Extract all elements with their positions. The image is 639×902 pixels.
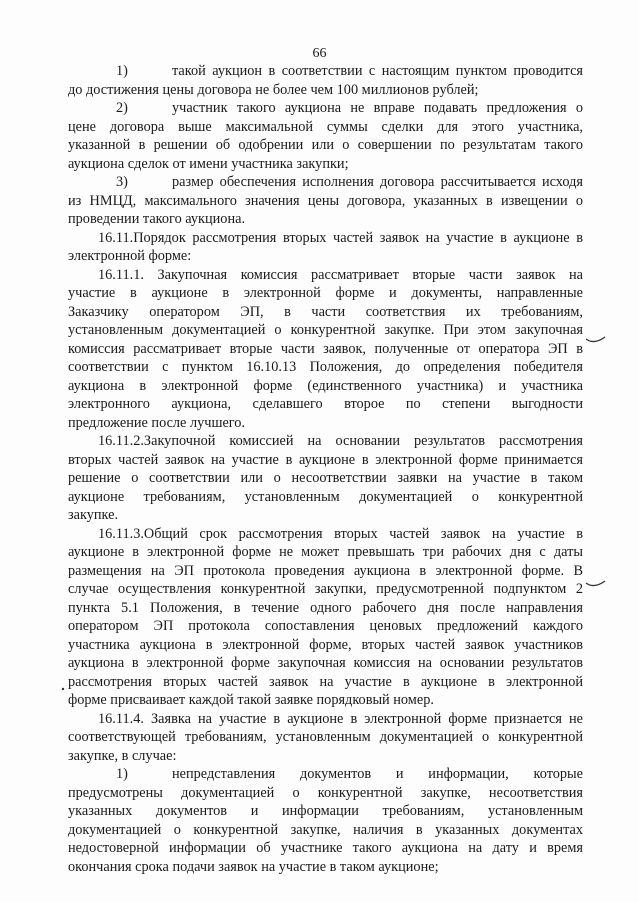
- margin-scan-mark: [584, 578, 608, 592]
- clause-16-11-1-line: комиссия рассматривает вторые части заявок, полученные от оператора ЭП в: [68, 340, 583, 357]
- clause-16-11-3-line: рассмотрения вторых частей заявок на участие в аукционе в электронной: [68, 673, 583, 690]
- section-16-11-line: электронной форме:: [68, 248, 192, 264]
- sub-item-1-number: 1): [116, 766, 128, 782]
- clause-16-11-1-line: 16.11.1. Закупочная комиссия рассматривает вторые части заявок на: [98, 266, 583, 283]
- margin-scan-dot: [60, 686, 66, 692]
- clause-16-11-2-line: 16.11.2.Закупочной комиссией на основании результатов рассмотрения: [98, 433, 583, 449]
- item-2-number: 2): [116, 100, 128, 116]
- page-number: 66: [312, 46, 327, 61]
- item-2-text: участник такого аукциона не вправе подавать предложения о: [172, 100, 583, 116]
- clause-16-11-3-line: аукционе в электронной форме не может превышать три рабочих дня с даты: [68, 544, 583, 560]
- clause-16-11-3-line: пункта 5.1 Положения, в течение одного рабочего дня после направления: [68, 599, 583, 616]
- item-1-line: до достижения цены договора не более чем 100 миллионов рублей;: [68, 81, 479, 98]
- clause-16-11-2-line: аукционе требованиям, установленным документацией о конкурентной: [68, 488, 583, 505]
- clause-16-11-2-line: закупке.: [68, 507, 119, 523]
- clause-16-11-1-line: соответствии с пунктом 16.10.13 Положения, до определения победителя: [68, 359, 583, 375]
- item-3-number: 3): [116, 174, 128, 190]
- item-1-number: 1): [116, 63, 128, 79]
- item-2-line: цене договора выше максимальной суммы сделки для этого участника,: [68, 118, 583, 135]
- item-2-line: [68, 99, 583, 118]
- sub-item-1-line: [68, 765, 583, 784]
- item-3-line: из НМЦД, максимального значения цены договора, указанных в извещении о: [68, 192, 583, 209]
- item-1-text: такой аукцион в соответствии с настоящим пунктом проводится: [172, 63, 583, 79]
- item-2-line: аукциона сделок от имени участника закупки;: [68, 155, 349, 172]
- sub-item-1-line: окончания срока подачи заявок на участие в таком аукционе;: [68, 858, 439, 875]
- clause-16-11-3-line: случае осуществления конкурентной закупки, предусмотренной подпунктом 2: [68, 581, 583, 597]
- clause-16-11-3-line: оператором ЭП протокола сопоставления ценовых предложений каждого: [68, 618, 583, 634]
- clause-16-11-3-line: размещения на ЭП протокола проведения аукциона в электронной форме. В: [68, 562, 583, 579]
- clause-16-11-4-line: 16.11.4. Заявка на участие в аукционе в электронной форме признается не: [98, 710, 583, 727]
- sub-item-1-text: непредставления документов и информации, которые: [172, 766, 583, 782]
- clause-16-11-3-line: 16.11.3.Общий срок рассмотрения вторых частей заявок на участие в: [98, 525, 583, 542]
- clause-16-11-3-line: форме присваивает каждой такой заявке порядковый номер.: [68, 692, 434, 708]
- item-3-line: проведении такого аукциона.: [68, 211, 246, 227]
- item-1-line: [68, 62, 583, 81]
- section-16-11-line: 16.11.Порядок рассмотрения вторых частей заявок на участие в аукционе в: [98, 229, 583, 246]
- sub-item-1-line: предусмотрены документацией о конкурентной закупке, несоответствия: [68, 784, 583, 801]
- clause-16-11-2-line: вторых частей заявок на участие в аукционе в электронной форме принимается: [68, 451, 583, 468]
- margin-scan-mark: [584, 334, 608, 348]
- clause-16-11-4-line: закупке, в случае:: [68, 747, 177, 764]
- sub-item-1-line: недостоверной информации об участнике такого аукциона на дату и время: [68, 840, 583, 856]
- sub-item-1-line: указанных документов и информации требованиям, установленным: [68, 803, 583, 819]
- clause-16-11-3-line: участника аукциона в электронной форме, вторых частей заявок участников: [68, 636, 583, 653]
- clause-16-11-1-line: установленным документацией о конкурентной закупке. При этом закупочная: [68, 322, 583, 338]
- clause-16-11-1-line: электронного аукциона, сделавшего второе по степени выгодности: [68, 396, 583, 412]
- document-body: [68, 62, 583, 876]
- clause-16-11-1-line: участие в аукционе в электронной форме и документы, направленные: [68, 285, 583, 301]
- sub-item-1-line: документацией о конкурентной закупке, наличия в указанных документах: [68, 821, 583, 838]
- clause-16-11-2-line: решение о соответствии или о несоответствии заявки на участие в таком: [68, 470, 583, 486]
- clause-16-11-3-line: аукциона в электронной форме закупочная комиссия на основании результатов: [68, 655, 583, 671]
- clause-16-11-1-line: аукциона в электронной форме (единственного участника) и участника: [68, 377, 583, 394]
- clause-16-11-1-line: предложение после лучшего.: [68, 414, 246, 431]
- clause-16-11-4-line: соответствующей требованиям, установленным документацией о конкурентной: [68, 729, 583, 745]
- item-3-line: [68, 173, 583, 192]
- item-2-line: указанной в решении об одобрении или о совершении по результатам такого: [68, 137, 583, 153]
- item-3-text: размер обеспечения исполнения договора рассчитывается исходя: [172, 174, 583, 190]
- clause-16-11-1-line: Заказчику оператором ЭП, в части соответствия их требованиям,: [68, 303, 583, 320]
